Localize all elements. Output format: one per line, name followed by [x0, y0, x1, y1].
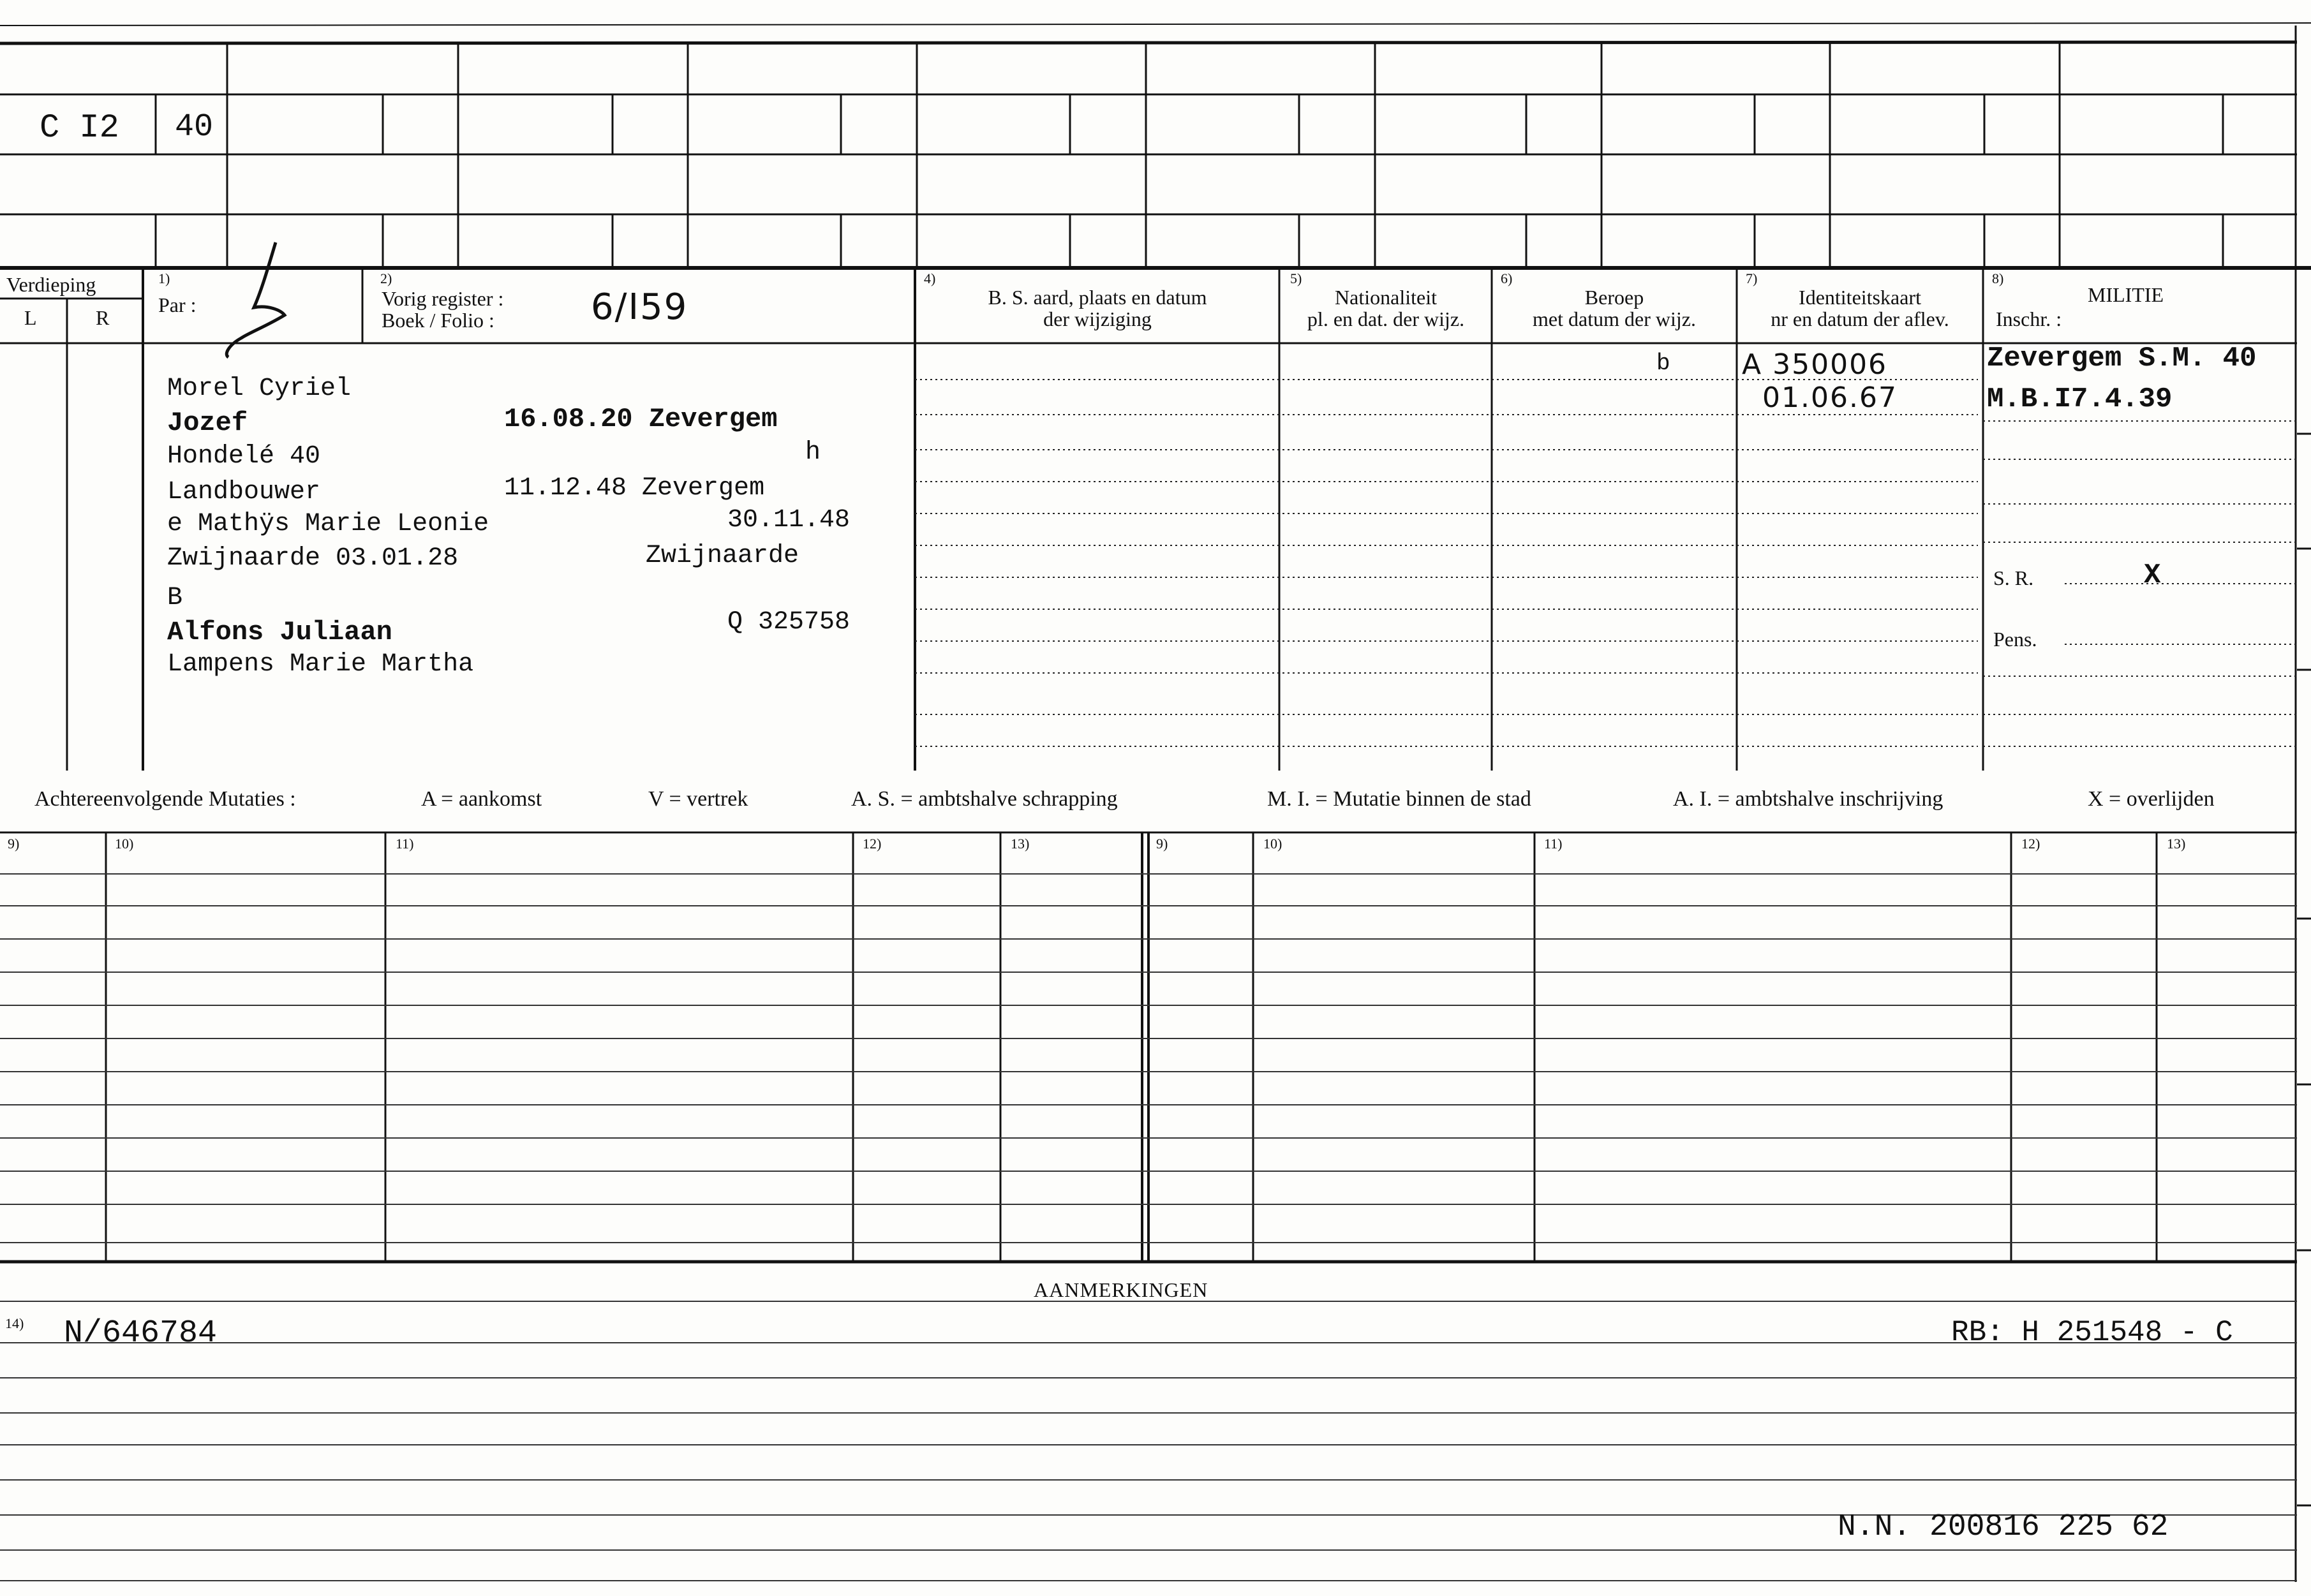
militie-line2: M.B.I7.4.39: [1987, 383, 2173, 415]
person-firstname: Jozef: [167, 408, 248, 438]
mutation-left-header-10: 10): [115, 836, 134, 852]
person-mother: Lampens Marie Martha: [167, 650, 474, 679]
sr-value: X: [2144, 559, 2161, 591]
col6-label-line2: met datum der wijz.: [1533, 307, 1696, 330]
col4-label-line2: der wijziging: [1043, 307, 1152, 330]
mutation-right-header-9: 9): [1156, 836, 1168, 852]
col8-number: 8): [1992, 270, 2004, 286]
col6-number: 6): [1501, 270, 1513, 286]
remarks-footer-value: N.N. 200816 225 62: [1838, 1510, 2169, 1544]
mutation-left-header-11: 11): [396, 836, 414, 852]
identity-number: A 350006: [1742, 348, 1888, 381]
par-label: Par :: [158, 293, 197, 316]
person-profession: Landbouwer: [167, 478, 321, 506]
col4-number: 4): [924, 270, 936, 286]
person-ref: Q 325758: [727, 608, 851, 637]
col5-label-line1: Nationaliteit: [1335, 286, 1437, 309]
mutation-code-ai: A. I. = ambtshalve inschrijving: [1673, 787, 1943, 811]
boek-folio-value: 6/I59: [591, 286, 688, 328]
person-mark-h: h: [805, 438, 821, 467]
mutation-right-header-10: 10): [1263, 836, 1282, 852]
mutation-code-x: X = overlijden: [2088, 787, 2215, 811]
person-marriage: 11.12.48 Zevergem: [504, 474, 765, 503]
remarks-number: 14): [5, 1315, 24, 1331]
boek-folio-label: Boek / Folio :: [382, 309, 494, 332]
person-spouse-date: 30.11.48: [727, 506, 851, 535]
col5-label-line2: pl. en dat. der wijz.: [1307, 307, 1465, 330]
col7-label-line2: nr en datum der aflev.: [1771, 307, 1949, 330]
identity-date: 01.06.67: [1762, 381, 1898, 414]
mutation-left-header-13: 13): [1011, 836, 1030, 852]
mutation-code-a: A = aankomst: [421, 787, 542, 811]
verdieping-l-label: L: [24, 306, 37, 329]
verdieping-r-label: R: [96, 306, 110, 329]
col2-number: 2): [380, 270, 392, 286]
mutations-title: Achtereenvolgende Mutaties :: [34, 787, 296, 811]
mutation-right-header-12: 12): [2021, 836, 2040, 852]
col7-label-line1: Identiteitskaart: [1799, 286, 1921, 309]
mutation-left-header-12: 12): [863, 836, 882, 852]
mutation-right-header-11: 11): [1544, 836, 1563, 852]
card-code: C I2: [40, 109, 119, 147]
mutation-code-mi: M. I. = Mutatie binnen de stad: [1267, 787, 1531, 811]
person-name: Morel Cyriel: [167, 374, 352, 403]
person-spouse: e Mathÿs Marie Leonie: [167, 510, 489, 538]
militie-label: MILITIE: [2088, 283, 2164, 306]
remarks-left-value: N/646784: [64, 1315, 218, 1352]
remarks-title: AANMERKINGEN: [1034, 1278, 1208, 1301]
mutation-right-header-13: 13): [2167, 836, 2186, 852]
col7-number: 7): [1746, 270, 1758, 286]
pens-label: Pens.: [1993, 628, 2037, 651]
person-birth: 16.08.20 Zevergem: [504, 404, 778, 434]
card-number: 40: [175, 109, 214, 145]
militie-line1: Zevergem S.M. 40: [1987, 343, 2257, 374]
person-letter-b: B: [167, 584, 183, 612]
col5-number: 5): [1290, 270, 1302, 286]
mutation-code-v: V = vertrek: [648, 787, 748, 811]
remarks-right-value: RB: H 251548 - C: [1951, 1316, 2233, 1349]
vorig-register-label: Vorig register :: [382, 287, 504, 310]
mutation-left-header-9: 9): [8, 836, 20, 852]
person-address: Hondelé 40: [167, 442, 321, 471]
inschr-label: Inschr. :: [1996, 307, 2062, 330]
person-spouse-place: Zwijnaarde: [646, 542, 799, 570]
col4-label-line1: B. S. aard, plaats en datum: [988, 286, 1207, 309]
par-signature: [227, 242, 285, 357]
col1-number: 1): [158, 270, 170, 286]
mutation-code-as: A. S. = ambtshalve schrapping: [851, 787, 1118, 811]
sr-label: S. R.: [1993, 566, 2034, 589]
col6-label-line1: Beroep: [1584, 286, 1644, 309]
beroep-mark: b: [1656, 350, 1670, 376]
person-spouse-birth: Zwijnaarde 03.01.28: [167, 544, 459, 573]
person-father: Alfons Juliaan: [167, 617, 392, 647]
verdieping-label: Verdieping: [6, 273, 96, 296]
